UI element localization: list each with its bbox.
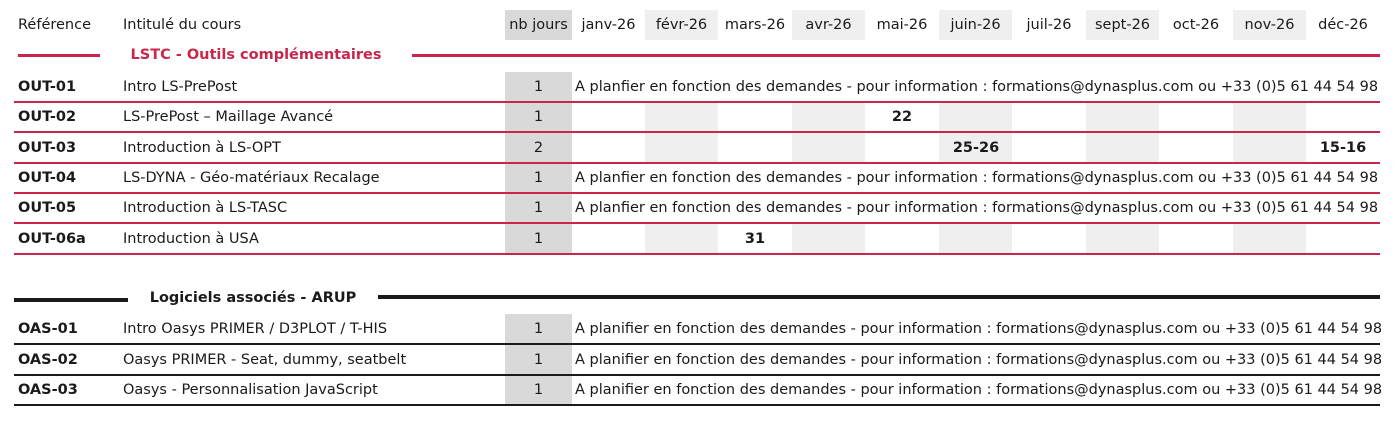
planning-note: A planifier en fonction des demandes - pour information : formations@dynasplus.com ou +33 (0)5 61 44 54 98 <box>575 351 1383 368</box>
course-reference: OUT-04 <box>18 169 77 186</box>
header-month: sept-26 <box>1094 17 1151 33</box>
row-divider <box>14 404 1380 406</box>
course-reference: OUT-02 <box>18 109 77 126</box>
session-date: 31 <box>744 230 766 247</box>
course-days: 2 <box>533 139 544 156</box>
planning-note: A planifier en fonction des demandes - pour information : formations@dynasplus.com ou +33 (0)5 61 44 54 98 <box>575 382 1383 398</box>
course-title: Intro Oasys PRIMER / D3PLOT / T-HIS <box>123 321 388 337</box>
month-shade <box>939 224 1012 254</box>
course-title: LS-PrePost – Maillage Avancé <box>123 109 334 126</box>
planning-note: A planfier en fonction des demandes - pour information : formations@dynasplus.com ou +33 (0)5 61 44 54 98 <box>575 79 1379 95</box>
row-divider <box>14 253 1380 255</box>
section-rule <box>18 54 100 57</box>
course-reference: OUT-06a <box>18 230 86 247</box>
header-month: mars-26 <box>724 17 786 33</box>
planning-note: A planifier en fonction des demandes - pour information : formations@dynasplus.com ou +33 (0)5 61 44 54 98 <box>575 321 1383 337</box>
course-days: 1 <box>533 321 544 337</box>
month-shade <box>1233 224 1306 254</box>
section-title: LSTC - Outils complémentaires <box>130 47 382 63</box>
section-title: Logiciels associés - ARUP <box>149 290 357 306</box>
session-date: 15-16 <box>1319 139 1367 156</box>
header-month: déc-26 <box>1318 17 1368 33</box>
header-days: nb jours <box>509 17 568 33</box>
header-month: oct-26 <box>1172 17 1220 33</box>
header-month: févr-26 <box>655 17 708 33</box>
course-title: LS-DYNA - Géo-matériaux Recalage <box>123 169 380 186</box>
course-days: 1 <box>533 382 544 398</box>
header-month: juil-26 <box>1026 17 1072 33</box>
course-reference: OAS-03 <box>18 382 78 398</box>
header-reference: Référence <box>18 17 92 33</box>
month-shade <box>792 224 865 254</box>
month-shade <box>1086 224 1159 254</box>
planning-note: A planfier en fonction des demandes - pour information : formations@dynasplus.com ou +33 (0)5 61 44 54 98 <box>575 169 1379 186</box>
course-reference: OAS-01 <box>18 321 78 337</box>
course-days: 1 <box>533 79 544 95</box>
course-reference: OUT-03 <box>18 139 77 156</box>
section-rule <box>14 298 128 302</box>
session-date: 22 <box>891 109 913 126</box>
header-month: juin-26 <box>950 17 1001 33</box>
header-month: avr-26 <box>805 17 852 33</box>
header-month: mai-26 <box>876 17 928 33</box>
course-days: 1 <box>533 109 544 126</box>
section-rule <box>412 54 1380 57</box>
course-reference: OUT-01 <box>18 79 77 95</box>
course-days: 1 <box>533 200 544 217</box>
course-title: Intro LS-PrePost <box>123 79 238 95</box>
course-title: Oasys - Personnalisation JavaScript <box>123 382 378 398</box>
course-reference: OUT-05 <box>18 200 77 217</box>
course-title: Introduction à LS-TASC <box>123 200 288 217</box>
course-title: Oasys PRIMER - Seat, dummy, seatbelt <box>123 351 407 368</box>
course-days: 1 <box>533 230 544 247</box>
course-title: Introduction à LS-OPT <box>123 139 281 156</box>
section-rule <box>378 295 1380 299</box>
header-month: nov-26 <box>1244 17 1295 33</box>
month-shade <box>645 224 718 254</box>
header-month: janv-26 <box>581 17 636 33</box>
planning-note: A planfier en fonction des demandes - pour information : formations@dynasplus.com ou +33 (0)5 61 44 54 98 <box>575 200 1379 217</box>
course-days: 1 <box>533 169 544 186</box>
session-date: 25-26 <box>952 139 1000 156</box>
course-title: Introduction à USA <box>123 230 259 247</box>
course-reference: OAS-02 <box>18 351 78 368</box>
course-days: 1 <box>533 351 544 368</box>
header-title: Intitulé du cours <box>123 17 242 33</box>
